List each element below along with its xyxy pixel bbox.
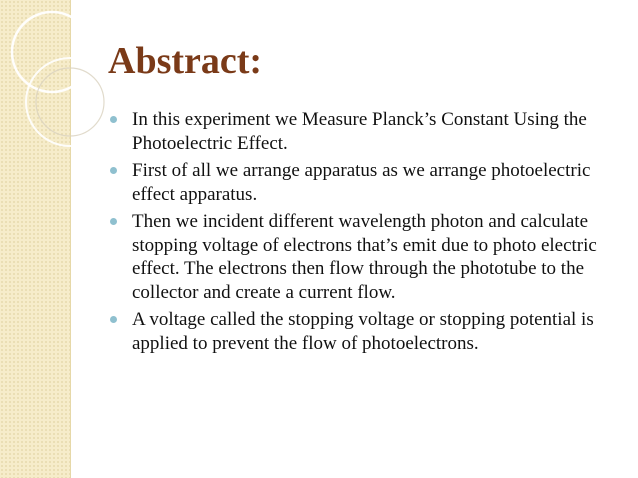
bullet-dot-icon [110, 167, 117, 174]
bullet-dot-icon [110, 116, 117, 123]
bullet-item [108, 308, 620, 355]
bullet-text: In this experiment we Measure Planck’s Constant Using the Photoelectric Effect. [132, 109, 587, 154]
concentric-arcs-decoration [0, 0, 120, 200]
bullet-text: Then we incident different wavelength photon and calculate stopping voltage of electrons that’s emit due to photo electric effect. The electrons then flow through the phototube to the collector and create a current flow. [132, 211, 597, 303]
bullet-item [108, 159, 620, 206]
bullet-dot-icon [110, 218, 117, 225]
bullet-text: A voltage called the stopping voltage or stopping potential is applied to prevent the flow of photoelectrons. [132, 309, 594, 354]
bullet-dot-icon [110, 316, 117, 323]
bullet-list [108, 108, 620, 359]
bullet-item [108, 210, 620, 304]
bullet-text: First of all we arrange apparatus as we arrange photoelectric effect apparatus. [132, 160, 591, 205]
slide-title: Abstract: [108, 40, 263, 82]
bullet-item [108, 108, 620, 155]
